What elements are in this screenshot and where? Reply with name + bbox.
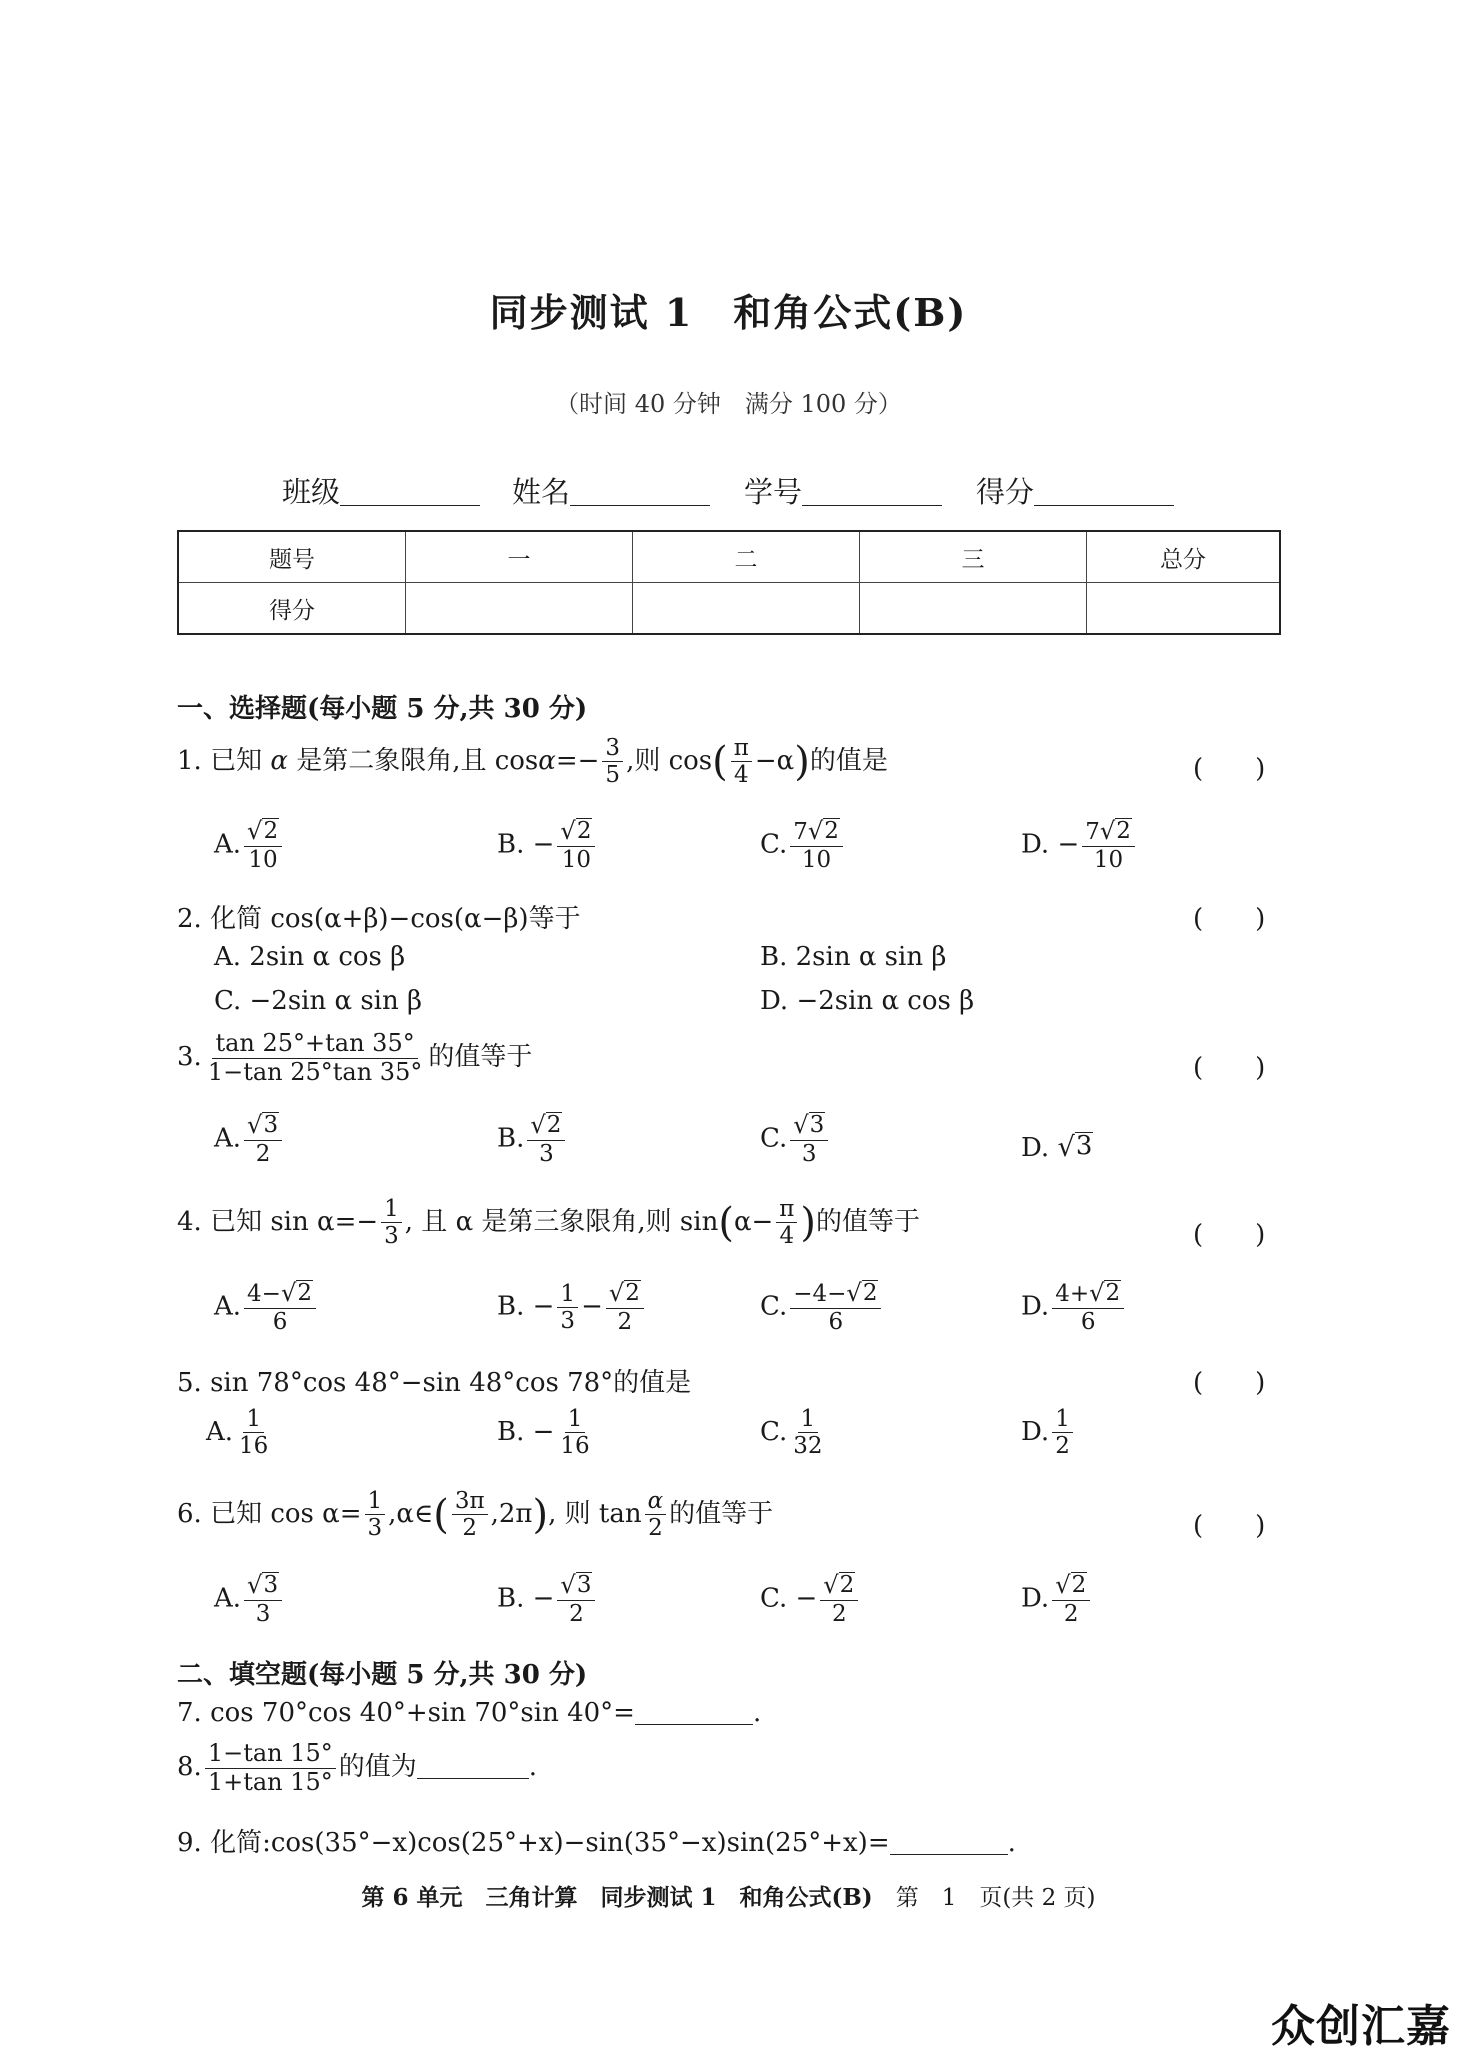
- question-8: 8. $\frac{1-\tan 15^\circ}{1+\tan 15^\circ}$ 的值为 .: [177, 1739, 538, 1796]
- option-4d: D. 4+ √ 2 6: [1021, 1280, 1127, 1335]
- question-1: 1. 已知 α 是第二象限角,且 cosα=− $\frac{3}{5}$ ,则 cos( $\frac{\pi}{4}$ −α)的值是: [177, 735, 888, 789]
- option-1c: C. 7 √ 2 10: [760, 818, 846, 873]
- option-2d: D. −2sin α cos β: [760, 986, 975, 1016]
- option-6a: A. √ 3 3: [214, 1572, 285, 1627]
- option-5b: B. − $\frac{1}{16}$: [497, 1406, 590, 1460]
- option-1a: A. √ 2 10: [214, 818, 285, 873]
- question-6: 6. 已知 cos α= $\frac{1}{3}$ ,α∈( $\frac{3\pi}{2}$ ,2π), 则 tan $\frac{\alpha}{2}$ 的值等于: [177, 1488, 774, 1542]
- page-title: 同步测试 1 和角公式(B): [489, 290, 968, 335]
- page-footer: 第 6 单元 三角计算 同步测试 1 和角公式(B) 第 1 页(共 2 页): [361, 1884, 1096, 1911]
- question-7: 7. cos 70°cos 40°+sin 70°sin 40°= .: [177, 1698, 762, 1728]
- section-heading-fill: 二、填空题(每小题 5 分,共 30 分): [177, 1660, 588, 1690]
- score-field: 得分: [976, 470, 1174, 511]
- name-field: 姓名: [512, 470, 710, 511]
- option-3b: B. √ 2 3: [497, 1112, 568, 1167]
- option-4b: B. − $\frac{1}{3}$ − √ 2 2: [497, 1280, 647, 1335]
- option-6d: D. √ 2 2: [1021, 1572, 1093, 1627]
- score-table: [177, 530, 1281, 635]
- table-cell: 二: [633, 531, 860, 583]
- option-2a: A. 2sin α cos β: [214, 942, 406, 972]
- question-4: 4. 已知 sin α=− $\frac{1}{3}$ , 且 α 是第三象限角,则 sin(α− $\frac{\pi}{4}$ )的值等于: [177, 1196, 921, 1250]
- question-2: 2. 化简 cos(α+β)−cos(α−β)等于: [177, 904, 581, 934]
- table-cell: [633, 583, 860, 635]
- answer-paren: ( ): [1193, 1053, 1266, 1083]
- option-3a: A. √ 3 2: [214, 1112, 285, 1167]
- watermark-logo: 众创汇嘉: [1271, 2001, 1451, 2052]
- option-1b: B. − √ 2 10: [497, 818, 598, 873]
- question-5: 5. sin 78°cos 48°−sin 48°cos 78°的值是: [177, 1368, 692, 1398]
- table-cell: 得分: [178, 583, 406, 635]
- question-9: 9. 化简:cos(35°−x)cos(25°+x)−sin(35°−x)sin(25°+x)= .: [177, 1828, 1016, 1858]
- option-5c: C. $\frac{1}{32}$: [760, 1406, 823, 1460]
- option-6c: C. − √ 2 2: [760, 1572, 861, 1627]
- answer-paren: ( ): [1193, 754, 1266, 784]
- option-3d: D. √ 3: [1021, 1131, 1093, 1163]
- table-cell: 题号: [178, 531, 406, 583]
- option-2b: B. 2sin α sin β: [760, 942, 947, 972]
- answer-paren: ( ): [1193, 904, 1266, 934]
- class-field: 班级: [282, 470, 480, 511]
- table-cell: [1087, 583, 1281, 635]
- table-cell: [406, 583, 633, 635]
- section-heading-choice: 一、选择题(每小题 5 分,共 30 分): [177, 694, 588, 724]
- table-cell: 一: [406, 531, 633, 583]
- table-cell: [860, 583, 1087, 635]
- answer-paren: ( ): [1193, 1368, 1266, 1398]
- option-2c: C. −2sin α sin β: [214, 986, 423, 1016]
- option-4a: A. 4− √ 2 6: [214, 1280, 319, 1335]
- option-4c: C. −4− √ 2 6: [760, 1280, 884, 1335]
- option-1d: D. − 7 √ 2 10: [1021, 818, 1138, 873]
- student-id-field: 学号: [744, 470, 942, 511]
- answer-paren: ( ): [1193, 1220, 1266, 1250]
- table-row: [178, 531, 1280, 583]
- option-6b: B. − √ 3 2: [497, 1572, 598, 1627]
- table-cell: 三: [860, 531, 1087, 583]
- table-row: [178, 583, 1280, 635]
- answer-paren: ( ): [1193, 1511, 1266, 1541]
- option-5a: A. $\frac{1}{16}$: [206, 1406, 269, 1460]
- option-5d: D. $\frac{1}{2}$: [1021, 1406, 1076, 1460]
- question-3: 3. $\frac{\tan 25^\circ+\tan 35^\circ}{1-\tan 25^\circ\tan 35^\circ}$ 的值等于: [177, 1029, 533, 1086]
- option-3c: C. √ 3 3: [760, 1112, 831, 1167]
- page-subtitle: （时间 40 分钟 满分 100 分）: [555, 390, 902, 418]
- table-cell: 总分: [1087, 531, 1281, 583]
